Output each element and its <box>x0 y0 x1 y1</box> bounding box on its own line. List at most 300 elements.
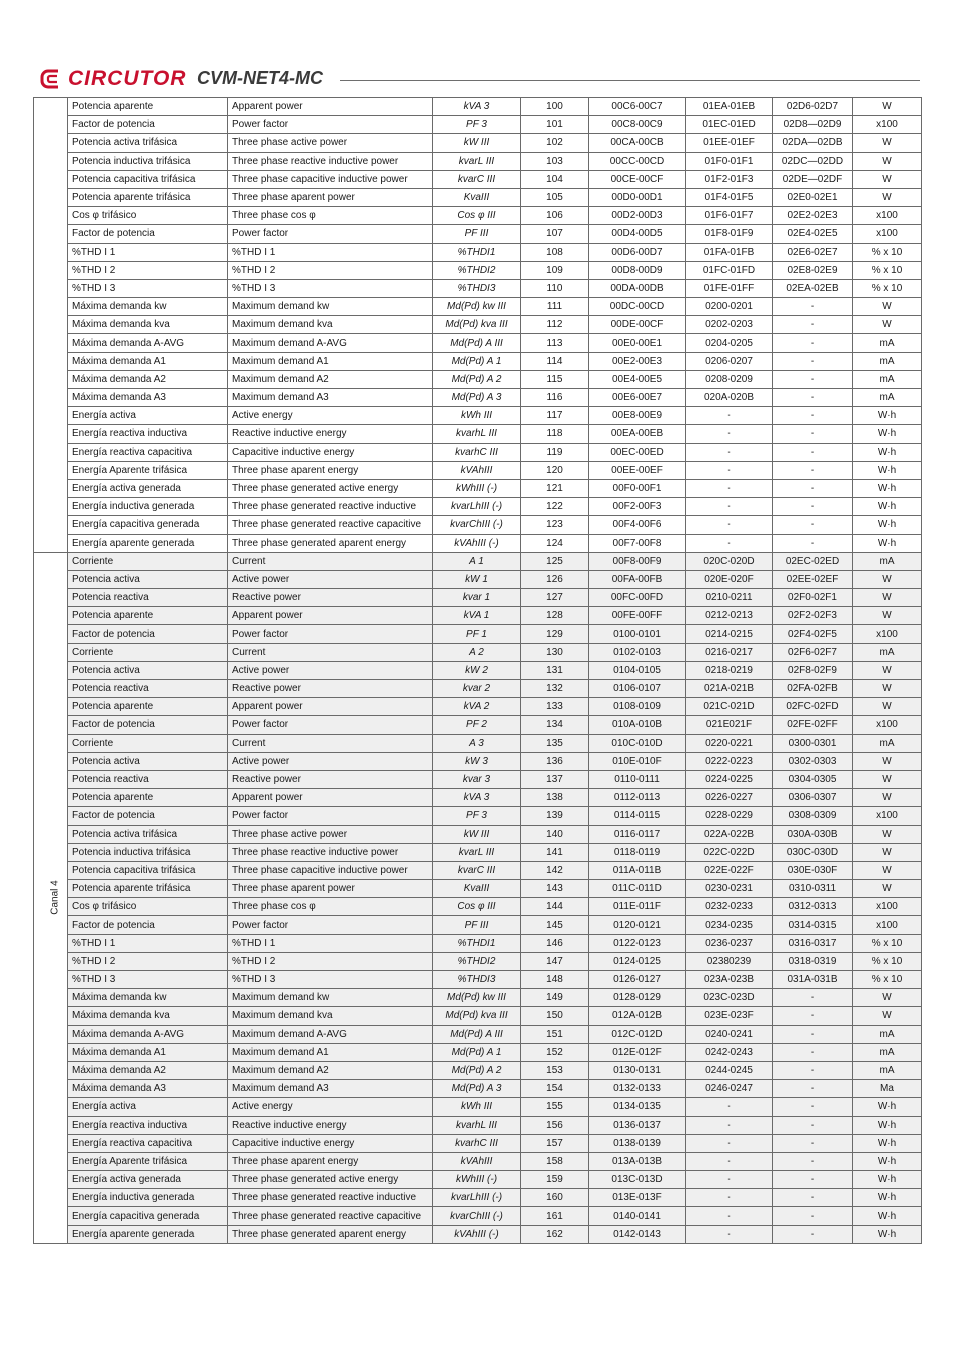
symbol-cell: kVA 3 <box>433 789 521 807</box>
name-en-cell: Three phase capacitive inductive power <box>228 170 433 188</box>
address-max-cell: 02380239 <box>686 952 773 970</box>
symbol-cell: kW III <box>433 134 521 152</box>
unit-cell: W·h <box>853 1225 922 1243</box>
variable-code-cell: 135 <box>521 734 589 752</box>
address-instant-cell: 0100-0101 <box>589 625 686 643</box>
unit-cell: % x 10 <box>853 279 922 297</box>
symbol-cell: Cos φ III <box>433 207 521 225</box>
variable-code-cell: 124 <box>521 534 589 552</box>
unit-cell: mA <box>853 1025 922 1043</box>
address-instant-cell: 00DA-00DB <box>589 279 686 297</box>
name-es-cell: Factor de potencia <box>68 116 228 134</box>
variable-code-cell: 106 <box>521 207 589 225</box>
variable-code-cell: 139 <box>521 807 589 825</box>
variable-code-cell: 116 <box>521 389 589 407</box>
address-min-cell: 0314-0315 <box>773 916 853 934</box>
unit-cell: % x 10 <box>853 243 922 261</box>
address-min-cell: - <box>773 1116 853 1134</box>
variable-code-cell: 130 <box>521 643 589 661</box>
address-max-cell: 01F2-01F3 <box>686 170 773 188</box>
address-instant-cell: 0104-0105 <box>589 661 686 679</box>
address-instant-cell: 0132-0133 <box>589 1080 686 1098</box>
address-min-cell: 02E2-02E3 <box>773 207 853 225</box>
address-max-cell: 01EC-01ED <box>686 116 773 134</box>
table-row <box>34 643 922 661</box>
unit-cell: W·h <box>853 1171 922 1189</box>
symbol-cell: Md(Pd) A III <box>433 1025 521 1043</box>
symbol-cell: PF 1 <box>433 625 521 643</box>
address-max-cell: 01FA-01FB <box>686 243 773 261</box>
name-es-cell: Máxima demanda A1 <box>68 352 228 370</box>
name-es-cell: Potencia reactiva <box>68 589 228 607</box>
name-es-cell: Energía reactiva inductiva <box>68 425 228 443</box>
address-min-cell: 030C-030D <box>773 843 853 861</box>
address-instant-cell: 00C6-00C7 <box>589 98 686 116</box>
unit-cell: W <box>853 880 922 898</box>
address-max-cell: 0220-0221 <box>686 734 773 752</box>
address-min-cell: - <box>773 1207 853 1225</box>
variable-code-cell: 154 <box>521 1080 589 1098</box>
address-max-cell: - <box>686 1225 773 1243</box>
name-es-cell: Energía aparente generada <box>68 534 228 552</box>
unit-cell: x100 <box>853 625 922 643</box>
name-en-cell: %THD I 1 <box>228 243 433 261</box>
symbol-cell: Md(Pd) kva III <box>433 1007 521 1025</box>
symbol-cell: kWhIII (-) <box>433 479 521 497</box>
address-min-cell: - <box>773 407 853 425</box>
unit-cell: Ma <box>853 1080 922 1098</box>
name-es-cell: Factor de potencia <box>68 916 228 934</box>
address-max-cell: 0230-0231 <box>686 880 773 898</box>
name-es-cell: Energía aparente generada <box>68 1225 228 1243</box>
table-row <box>34 425 922 443</box>
address-instant-cell: 012E-012F <box>589 1043 686 1061</box>
name-es-cell: %THD I 1 <box>68 934 228 952</box>
address-max-cell: 021A-021B <box>686 680 773 698</box>
address-min-cell: 02EE-02EF <box>773 570 853 588</box>
name-en-cell: Maximum demand A-AVG <box>228 334 433 352</box>
address-max-cell: 0218-0219 <box>686 661 773 679</box>
symbol-cell: Md(Pd) kva III <box>433 316 521 334</box>
address-min-cell: 0304-0305 <box>773 770 853 788</box>
address-instant-cell: 0110-0111 <box>589 770 686 788</box>
name-es-cell: Potencia aparente <box>68 698 228 716</box>
name-en-cell: Maximum demand A2 <box>228 1061 433 1079</box>
address-min-cell: 02FC-02FD <box>773 698 853 716</box>
address-max-cell: - <box>686 1207 773 1225</box>
address-instant-cell: 011A-011B <box>589 861 686 879</box>
name-es-cell: Potencia capacitiva trifásica <box>68 170 228 188</box>
address-min-cell: 0310-0311 <box>773 880 853 898</box>
address-instant-cell: 00EC-00ED <box>589 443 686 461</box>
table-row <box>34 716 922 734</box>
name-es-cell: %THD I 2 <box>68 261 228 279</box>
variable-code-cell: 157 <box>521 1134 589 1152</box>
address-instant-cell: 0130-0131 <box>589 1061 686 1079</box>
table-row <box>34 789 922 807</box>
name-en-cell: Three phase capacitive inductive power <box>228 861 433 879</box>
name-es-cell: %THD I 1 <box>68 243 228 261</box>
address-instant-cell: 00E4-00E5 <box>589 370 686 388</box>
address-instant-cell: 0138-0139 <box>589 1134 686 1152</box>
table-row <box>34 1080 922 1098</box>
address-instant-cell: 00E0-00E1 <box>589 334 686 352</box>
variable-code-cell: 140 <box>521 825 589 843</box>
variable-code-cell: 148 <box>521 971 589 989</box>
name-es-cell: Energía activa <box>68 1098 228 1116</box>
variable-code-cell: 105 <box>521 188 589 206</box>
table-row <box>34 116 922 134</box>
variable-code-cell: 137 <box>521 770 589 788</box>
address-instant-cell: 0112-0113 <box>589 789 686 807</box>
address-max-cell: 0222-0223 <box>686 752 773 770</box>
table-row <box>34 188 922 206</box>
symbol-cell: Md(Pd) kw III <box>433 298 521 316</box>
name-en-cell: Reactive power <box>228 589 433 607</box>
address-instant-cell: 00E8-00E9 <box>589 407 686 425</box>
unit-cell: W <box>853 98 922 116</box>
address-min-cell: 02D6-02D7 <box>773 98 853 116</box>
name-en-cell: Three phase generated active energy <box>228 479 433 497</box>
name-es-cell: Energía Aparente trifásica <box>68 1152 228 1170</box>
variable-code-cell: 126 <box>521 570 589 588</box>
name-es-cell: Máxima demanda kva <box>68 1007 228 1025</box>
brand-logo <box>40 66 186 92</box>
symbol-cell: kW 1 <box>433 570 521 588</box>
address-max-cell: 022E-022F <box>686 861 773 879</box>
symbol-cell: kvar 1 <box>433 589 521 607</box>
address-instant-cell: 00C8-00C9 <box>589 116 686 134</box>
symbol-cell: %THDI3 <box>433 971 521 989</box>
address-instant-cell: 0118-0119 <box>589 843 686 861</box>
variable-code-cell: 119 <box>521 443 589 461</box>
variable-code-cell: 127 <box>521 589 589 607</box>
address-max-cell: 0214-0215 <box>686 625 773 643</box>
symbol-cell: kvarC III <box>433 861 521 879</box>
variable-code-cell: 132 <box>521 680 589 698</box>
name-en-cell: Maximum demand A3 <box>228 389 433 407</box>
address-min-cell: - <box>773 1080 853 1098</box>
symbol-cell: A 3 <box>433 734 521 752</box>
address-instant-cell: 013E-013F <box>589 1189 686 1207</box>
name-es-cell: Potencia aparente <box>68 607 228 625</box>
unit-cell: % x 10 <box>853 934 922 952</box>
address-instant-cell: 0124-0125 <box>589 952 686 970</box>
variable-code-cell: 138 <box>521 789 589 807</box>
unit-cell: W·h <box>853 461 922 479</box>
address-instant-cell: 0134-0135 <box>589 1098 686 1116</box>
table-row <box>34 352 922 370</box>
address-instant-cell: 0126-0127 <box>589 971 686 989</box>
address-instant-cell: 00EA-00EB <box>589 425 686 443</box>
table-row <box>34 861 922 879</box>
unit-cell: W <box>853 825 922 843</box>
table-row <box>34 752 922 770</box>
address-max-cell: - <box>686 1116 773 1134</box>
address-instant-cell: 012C-012D <box>589 1025 686 1043</box>
unit-cell: % x 10 <box>853 952 922 970</box>
variable-code-cell: 149 <box>521 989 589 1007</box>
symbol-cell: Md(Pd) A 1 <box>433 1043 521 1061</box>
unit-cell: x100 <box>853 916 922 934</box>
address-max-cell: - <box>686 498 773 516</box>
unit-cell: x100 <box>853 207 922 225</box>
unit-cell: W·h <box>853 407 922 425</box>
variable-code-cell: 112 <box>521 316 589 334</box>
name-en-cell: Three phase generated reactive capacitive <box>228 516 433 534</box>
address-min-cell: - <box>773 498 853 516</box>
address-instant-cell: 0136-0137 <box>589 1116 686 1134</box>
symbol-cell: kVAhIII <box>433 1152 521 1170</box>
address-instant-cell: 00E6-00E7 <box>589 389 686 407</box>
name-en-cell: Three phase reactive inductive power <box>228 843 433 861</box>
name-en-cell: Apparent power <box>228 698 433 716</box>
name-en-cell: %THD I 1 <box>228 934 433 952</box>
unit-cell: W·h <box>853 1207 922 1225</box>
address-max-cell: - <box>686 443 773 461</box>
address-min-cell: - <box>773 370 853 388</box>
address-instant-cell: 012A-012B <box>589 1007 686 1025</box>
variable-code-cell: 143 <box>521 880 589 898</box>
table-row <box>34 1152 922 1170</box>
symbol-cell: kVA 2 <box>433 698 521 716</box>
name-es-cell: Energía activa generada <box>68 479 228 497</box>
table-row <box>34 534 922 552</box>
address-max-cell: 0234-0235 <box>686 916 773 934</box>
name-es-cell: Máxima demanda A2 <box>68 1061 228 1079</box>
table-row <box>34 1061 922 1079</box>
table-row <box>34 661 922 679</box>
address-instant-cell: 00CC-00CD <box>589 152 686 170</box>
address-max-cell: - <box>686 1098 773 1116</box>
name-en-cell: Power factor <box>228 916 433 934</box>
address-max-cell: - <box>686 425 773 443</box>
name-es-cell: Máxima demanda A2 <box>68 370 228 388</box>
address-instant-cell: 013C-013D <box>589 1171 686 1189</box>
address-min-cell: 0312-0313 <box>773 898 853 916</box>
unit-cell: W <box>853 789 922 807</box>
name-es-cell: Potencia activa <box>68 661 228 679</box>
variable-code-cell: 111 <box>521 298 589 316</box>
unit-cell: W·h <box>853 1152 922 1170</box>
table-row <box>34 1171 922 1189</box>
address-min-cell: - <box>773 316 853 334</box>
variable-code-cell: 120 <box>521 461 589 479</box>
variable-code-cell: 134 <box>521 716 589 734</box>
variable-code-cell: 108 <box>521 243 589 261</box>
unit-cell: x100 <box>853 898 922 916</box>
unit-cell: mA <box>853 643 922 661</box>
address-min-cell: 02FA-02FB <box>773 680 853 698</box>
address-min-cell: - <box>773 389 853 407</box>
name-en-cell: Power factor <box>228 625 433 643</box>
name-es-cell: %THD I 2 <box>68 952 228 970</box>
table-row <box>34 516 922 534</box>
symbol-cell: PF 3 <box>433 807 521 825</box>
name-en-cell: Active energy <box>228 407 433 425</box>
variable-code-cell: 160 <box>521 1189 589 1207</box>
name-en-cell: Apparent power <box>228 607 433 625</box>
address-max-cell: 0244-0245 <box>686 1061 773 1079</box>
name-en-cell: Three phase aparent power <box>228 880 433 898</box>
table-row <box>34 1025 922 1043</box>
unit-cell: W·h <box>853 1116 922 1134</box>
unit-cell: mA <box>853 370 922 388</box>
unit-cell: x100 <box>853 716 922 734</box>
address-max-cell: 023E-023F <box>686 1007 773 1025</box>
channel-group-cell <box>34 552 68 1243</box>
address-instant-cell: 010E-010F <box>589 752 686 770</box>
address-max-cell: - <box>686 407 773 425</box>
variable-code-cell: 151 <box>521 1025 589 1043</box>
name-en-cell: Three phase generated reactive inductive <box>228 1189 433 1207</box>
unit-cell: W <box>853 188 922 206</box>
unit-cell: W <box>853 698 922 716</box>
variable-code-cell: 156 <box>521 1116 589 1134</box>
name-es-cell: Potencia aparente trifásica <box>68 188 228 206</box>
unit-cell: W <box>853 680 922 698</box>
address-instant-cell: 00F8-00F9 <box>589 552 686 570</box>
name-en-cell: Three phase generated aparent energy <box>228 534 433 552</box>
address-instant-cell: 00D6-00D7 <box>589 243 686 261</box>
circutor-logo-icon <box>40 67 64 91</box>
name-en-cell: Maximum demand kva <box>228 316 433 334</box>
name-es-cell: Energía activa <box>68 407 228 425</box>
address-max-cell: 023C-023D <box>686 989 773 1007</box>
unit-cell: mA <box>853 352 922 370</box>
address-min-cell: 0316-0317 <box>773 934 853 952</box>
variable-code-cell: 100 <box>521 98 589 116</box>
name-es-cell: Potencia activa trifásica <box>68 134 228 152</box>
name-en-cell: Reactive inductive energy <box>228 425 433 443</box>
address-max-cell: 01F4-01F5 <box>686 188 773 206</box>
address-max-cell: 0212-0213 <box>686 607 773 625</box>
symbol-cell: Md(Pd) A 2 <box>433 370 521 388</box>
name-es-cell: Potencia activa <box>68 752 228 770</box>
address-max-cell: 020A-020B <box>686 389 773 407</box>
variable-code-cell: 153 <box>521 1061 589 1079</box>
address-min-cell: 0318-0319 <box>773 952 853 970</box>
table-row <box>34 279 922 297</box>
table-row <box>34 1189 922 1207</box>
name-es-cell: Máxima demanda A3 <box>68 1080 228 1098</box>
name-en-cell: Three phase cos φ <box>228 898 433 916</box>
variable-code-cell: 161 <box>521 1207 589 1225</box>
address-min-cell: 0306-0307 <box>773 789 853 807</box>
unit-cell: W <box>853 861 922 879</box>
address-instant-cell: 00DE-00CF <box>589 316 686 334</box>
address-min-cell: 0300-0301 <box>773 734 853 752</box>
unit-cell: W <box>853 607 922 625</box>
variable-code-cell: 123 <box>521 516 589 534</box>
symbol-cell: KvaIII <box>433 880 521 898</box>
page-header <box>40 66 920 94</box>
name-en-cell: Active power <box>228 752 433 770</box>
name-es-cell: Potencia activa <box>68 570 228 588</box>
symbol-cell: PF III <box>433 225 521 243</box>
name-en-cell: Power factor <box>228 807 433 825</box>
variable-code-cell: 103 <box>521 152 589 170</box>
symbol-cell: Md(Pd) A 1 <box>433 352 521 370</box>
address-max-cell: - <box>686 1134 773 1152</box>
address-max-cell: - <box>686 534 773 552</box>
table-row <box>34 370 922 388</box>
variable-code-cell: 114 <box>521 352 589 370</box>
table-row <box>34 698 922 716</box>
symbol-cell: kVAhIII (-) <box>433 1225 521 1243</box>
address-max-cell: - <box>686 479 773 497</box>
name-en-cell: Maximum demand A-AVG <box>228 1025 433 1043</box>
name-en-cell: Reactive inductive energy <box>228 1116 433 1134</box>
address-instant-cell: 0106-0107 <box>589 680 686 698</box>
table-row <box>34 389 922 407</box>
symbol-cell: kWh III <box>433 1098 521 1116</box>
symbol-cell: kWhIII (-) <box>433 1171 521 1189</box>
name-es-cell: Máxima demanda A-AVG <box>68 334 228 352</box>
symbol-cell: kvarhL III <box>433 1116 521 1134</box>
address-min-cell: 02DC—02DD <box>773 152 853 170</box>
unit-cell: W <box>853 843 922 861</box>
variable-code-cell: 121 <box>521 479 589 497</box>
address-max-cell: - <box>686 1152 773 1170</box>
name-en-cell: Active power <box>228 661 433 679</box>
symbol-cell: Md(Pd) A 3 <box>433 1080 521 1098</box>
name-es-cell: Potencia inductiva trifásica <box>68 152 228 170</box>
symbol-cell: kvarL III <box>433 843 521 861</box>
table-row <box>34 334 922 352</box>
table-row <box>34 971 922 989</box>
unit-cell: W <box>853 589 922 607</box>
address-max-cell: 0236-0237 <box>686 934 773 952</box>
table-row <box>34 552 922 570</box>
name-es-cell: Máxima demanda A3 <box>68 389 228 407</box>
symbol-cell: PF III <box>433 916 521 934</box>
variable-code-cell: 141 <box>521 843 589 861</box>
address-min-cell: 02DA—02DB <box>773 134 853 152</box>
table-row <box>34 880 922 898</box>
address-instant-cell: 00FA-00FB <box>589 570 686 588</box>
name-en-cell: Capacitive inductive energy <box>228 443 433 461</box>
symbol-cell: kWh III <box>433 407 521 425</box>
name-es-cell: Factor de potencia <box>68 716 228 734</box>
variable-code-cell: 122 <box>521 498 589 516</box>
address-min-cell: 02F0-02F1 <box>773 589 853 607</box>
table-row <box>34 498 922 516</box>
address-min-cell: - <box>773 479 853 497</box>
unit-cell: W <box>853 570 922 588</box>
unit-cell: x100 <box>853 807 922 825</box>
name-en-cell: Maximum demand A3 <box>228 1080 433 1098</box>
address-max-cell: - <box>686 461 773 479</box>
address-min-cell: - <box>773 1098 853 1116</box>
name-en-cell: Capacitive inductive energy <box>228 1134 433 1152</box>
table-row <box>34 461 922 479</box>
address-min-cell: - <box>773 334 853 352</box>
table-row <box>34 1207 922 1225</box>
address-max-cell: 022C-022D <box>686 843 773 861</box>
address-max-cell: 01F0-01F1 <box>686 152 773 170</box>
address-instant-cell: 011E-011F <box>589 898 686 916</box>
unit-cell: W <box>853 134 922 152</box>
name-es-cell: Energía reactiva capacitiva <box>68 1134 228 1152</box>
unit-cell: mA <box>853 552 922 570</box>
model-name: CVM-NET4-MC <box>197 68 323 88</box>
address-max-cell: 020E-020F <box>686 570 773 588</box>
variable-code-cell: 145 <box>521 916 589 934</box>
channel-group-label: Canal 4 <box>49 880 61 915</box>
table-row <box>34 952 922 970</box>
unit-cell: W·h <box>853 516 922 534</box>
